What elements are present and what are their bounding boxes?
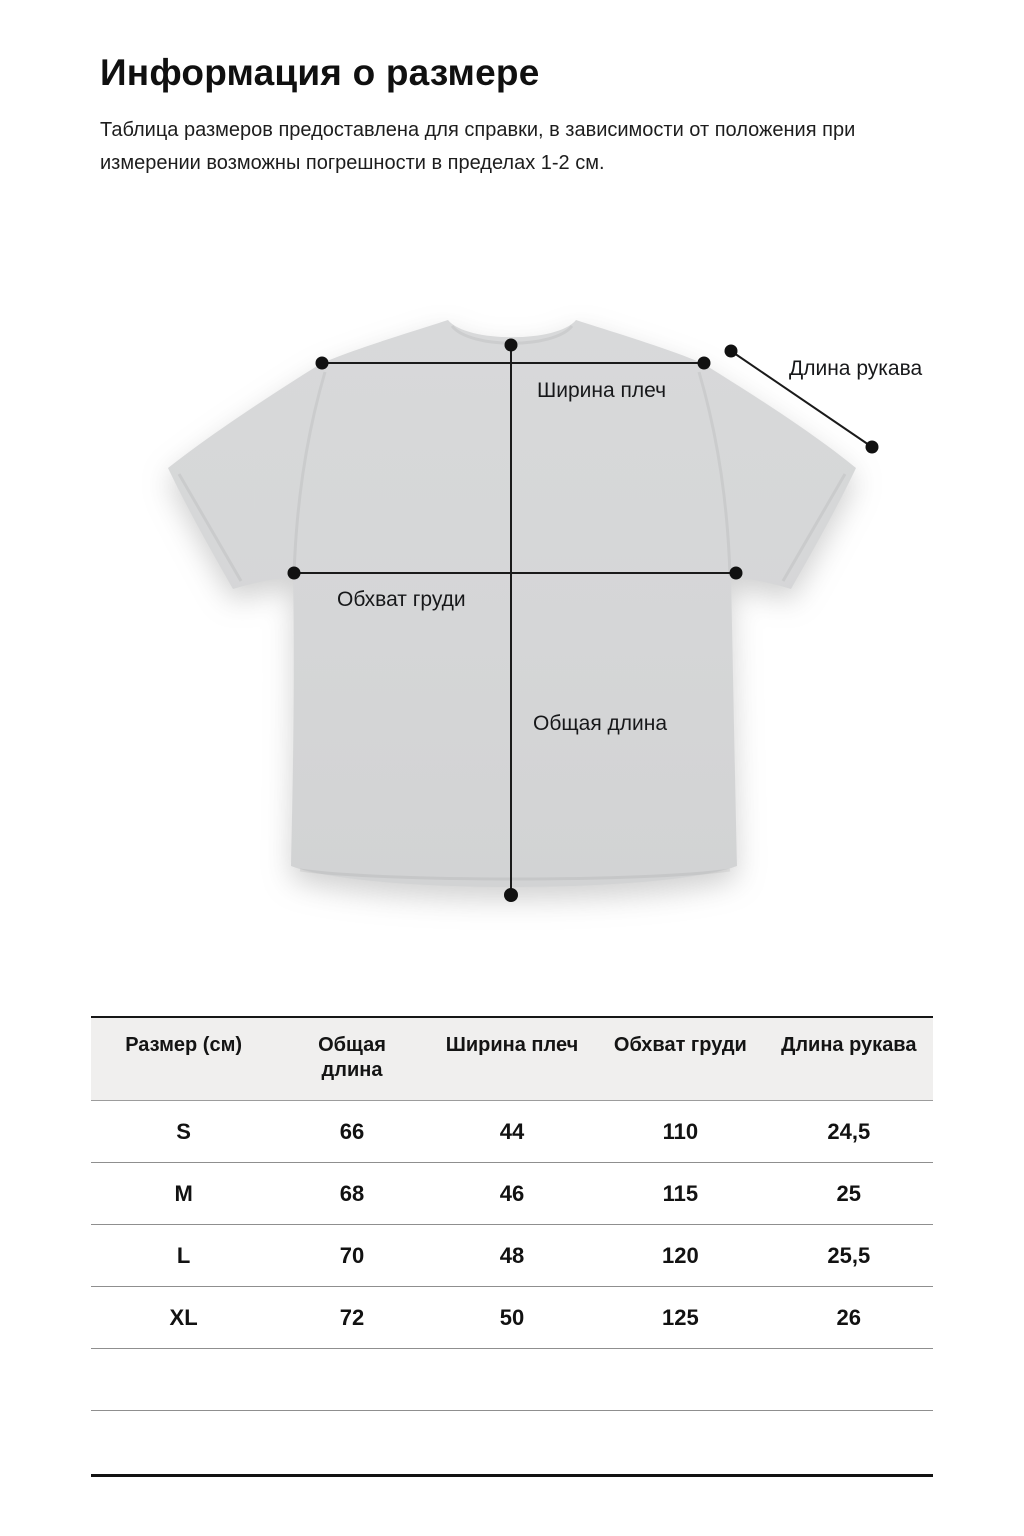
value-shoulder-width: 50 (428, 1287, 596, 1349)
value-total-length: 72 (276, 1287, 428, 1349)
size-label: S (91, 1101, 276, 1163)
value-sleeve-length: 24,5 (765, 1101, 933, 1163)
table-row-empty-2 (91, 1411, 933, 1476)
sleeve-top-dot (725, 345, 738, 358)
collar-dot (505, 339, 518, 352)
value-shoulder-width: 46 (428, 1163, 596, 1225)
size-label: M (91, 1163, 276, 1225)
value-sleeve-length: 26 (765, 1287, 933, 1349)
size-label: L (91, 1225, 276, 1287)
page-title: Информация о размере (100, 52, 540, 93)
value-sleeve-length: 25,5 (765, 1225, 933, 1287)
table-row-empty-1 (91, 1349, 933, 1411)
value-chest-girth: 115 (596, 1163, 764, 1225)
size-description: Таблица размеров предоставлена для справки, в зависимости от положения при измерении возможны погрешности в пределах 1-2 см. (100, 119, 856, 174)
shoulder-left-dot (316, 357, 329, 370)
value-total-length: 68 (276, 1163, 428, 1225)
shoulder-right-dot (698, 357, 711, 370)
total-length-label: Общая длина (533, 712, 668, 735)
header-size: Размер (см) (91, 1017, 276, 1101)
value-chest-girth: 125 (596, 1287, 764, 1349)
value-total-length: 66 (276, 1101, 428, 1163)
header-chest-girth: Обхват груди (596, 1017, 764, 1101)
size-table (91, 1016, 933, 1477)
value-chest-girth: 110 (596, 1101, 764, 1163)
sleeve-length-label: Длина рукава (789, 357, 923, 380)
value-sleeve-length: 25 (765, 1163, 933, 1225)
sleeve-bottom-dot (866, 441, 879, 454)
value-chest-girth: 120 (596, 1225, 764, 1287)
chest-left-dot (288, 567, 301, 580)
value-total-length: 70 (276, 1225, 428, 1287)
table-row-s (91, 1101, 933, 1163)
size-label: XL (91, 1287, 276, 1349)
table-row-xl (91, 1287, 933, 1349)
chest-girth-label: Обхват груди (337, 588, 466, 611)
header-total-length: Общая длина (276, 1017, 428, 1101)
header-sleeve-length: Длина рукава (765, 1017, 933, 1101)
table-row-m (91, 1163, 933, 1225)
chest-right-dot (730, 567, 743, 580)
size-table-header-row (91, 1017, 933, 1101)
shoulder-width-label: Ширина плеч (537, 379, 667, 402)
value-shoulder-width: 44 (428, 1101, 596, 1163)
header-shoulder-width: Ширина плеч (428, 1017, 596, 1101)
value-shoulder-width: 48 (428, 1225, 596, 1287)
table-row-l (91, 1225, 933, 1287)
hem-dot (504, 888, 518, 902)
